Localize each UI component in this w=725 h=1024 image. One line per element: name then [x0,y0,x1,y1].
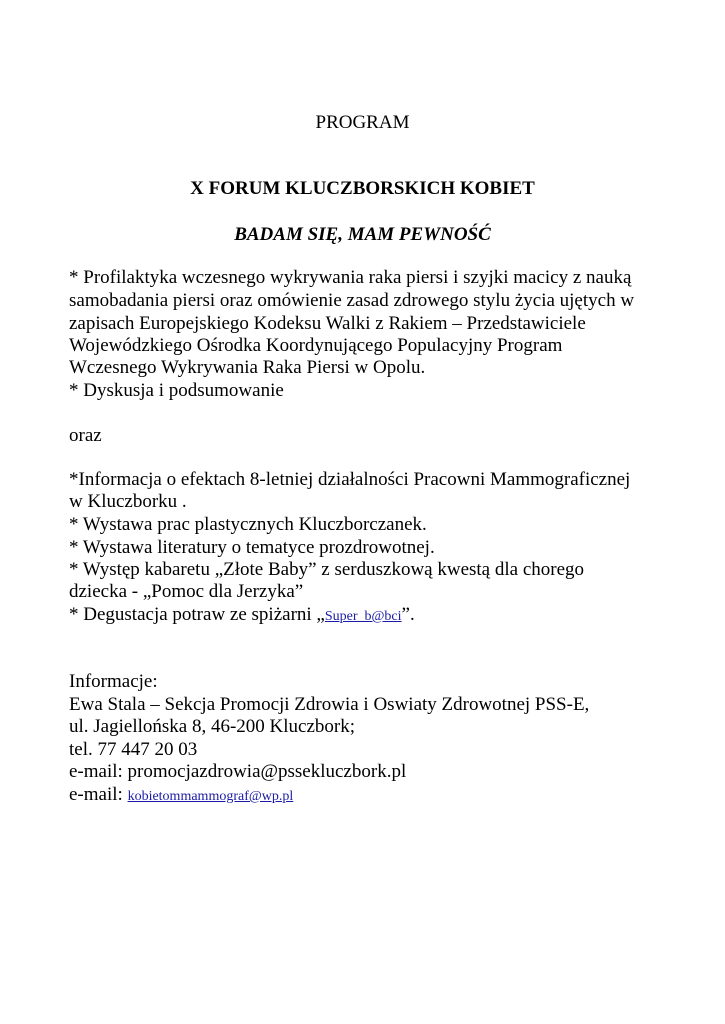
mammograf-email-link[interactable]: kobietommammograf@wp.pl [127,789,294,804]
contact-person: Ewa Stala – Sekcja Promocji Zdrowia i Oswiaty Zdrowotnej PSS-E, [69,694,590,715]
forum-title: X FORUM KLUCZBORSKICH KOBIET [190,178,535,199]
extra-item-4-line-2: dziecka - „Pomoc dla Jerzyka” [69,581,304,602]
oraz-text: oraz [69,425,102,446]
program-heading: PROGRAM [315,112,410,133]
extra-item-5 [69,604,415,628]
super-babci-link[interactable]: Super_b@bci [324,609,402,624]
contact-email-2-prefix: e-mail: [69,784,128,805]
program-item-2: * Dyskusja i podsumowanie [69,380,284,401]
extra-item-3: * Wystawa literatury o tematyce prozdrowotnej. [69,537,435,558]
contact-phone: tel. 77 447 20 03 [69,739,198,760]
extra-item-1-line-1: *Informacja o efektach 8-letniej działalności Pracowni Mammograficznej [69,469,631,490]
extra-item-1-line-2: w Kluczborku . [69,491,187,512]
program-item-1-line-1: * Profilaktyka wczesnego wykrywania raka piersi i szyjki macicy z nauką [69,267,632,288]
extra-item-5-suffix: ”. [401,604,415,625]
contact-heading: Informacje: [69,671,158,692]
extra-item-5-prefix: * Degustacja potraw ze spiżarni „ [69,604,325,625]
program-item-1-line-5: Wczesnego Wykrywania Raka Piersi w Opolu. [69,357,426,378]
contact-email-2 [69,784,293,808]
program-item-1-line-3: zapisach Europejskiego Kodeksu Walki z Rakiem – Przedstawiciele [69,313,586,334]
contact-email-1: e-mail: promocjazdrowia@pssekluczbork.pl [69,761,407,782]
forum-motto: BADAM SIĘ, MAM PEWNOŚĆ [234,224,491,245]
extra-item-4-line-1: * Występ kabaretu „Złote Baby” z serduszkową kwestą dla chorego [69,559,585,580]
program-item-1-line-4: Wojewódzkiego Ośrodka Koordynującego Populacyjny Program [69,335,563,356]
contact-address: ul. Jagiellońska 8, 46-200 Kluczbork; [69,716,356,737]
program-item-1-line-2: samobadania piersi oraz omówienie zasad zdrowego stylu życia ujętych w [69,290,635,311]
extra-item-2: * Wystawa prac plastycznych Kluczborczanek. [69,514,427,535]
